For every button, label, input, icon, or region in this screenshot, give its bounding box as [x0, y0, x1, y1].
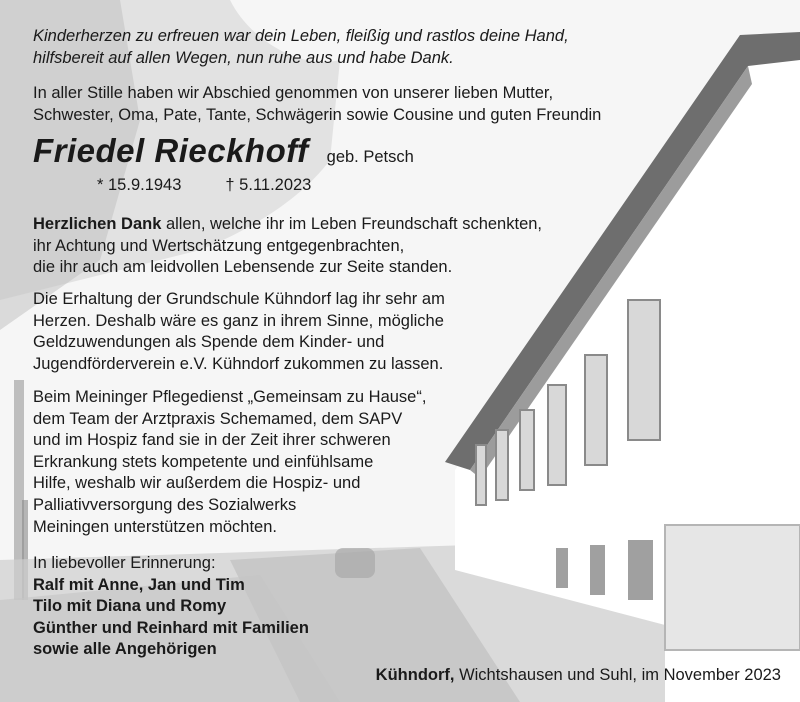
motto-block	[33, 26, 569, 69]
intro-line: Schwester, Oma, Pate, Tante, Schwägerin sowie Cousine und guten Freundin	[33, 105, 602, 124]
thanks-line-rest: allen, welche ihr im Leben Freundschaft schenkten,	[161, 215, 543, 233]
school-line: Die Erhaltung der Grundschule Kühndorf lag ihr sehr am	[33, 290, 445, 308]
care-line: Beim Meininger Pflegedienst „Gemeinsam zu Hause“,	[33, 388, 427, 406]
birth-name: geb. Petsch	[326, 148, 414, 166]
deceased-heading	[33, 132, 414, 170]
school-line: Herzen. Deshalb wäre es ganz in ihrem Sinne, mögliche	[33, 311, 444, 330]
footer-rest: Wichtshausen und Suhl, im November 2023	[454, 666, 781, 684]
care-line: Palliativversorgung des Sozialwerks	[33, 495, 297, 514]
mourner-line: Tilo mit Diana und Romy	[33, 597, 227, 616]
motto-line: hilfsbereit auf allen Wegen, nun ruhe aus und habe Dank.	[33, 48, 454, 67]
intro-line: In aller Stille haben wir Abschied genommen von unserer lieben Mutter,	[33, 84, 554, 102]
thanks-line: die ihr auch am leidvollen Lebensende zur Seite standen.	[33, 258, 453, 277]
intro-block	[33, 83, 601, 126]
birth-date: * 15.9.1943	[97, 176, 182, 194]
school-line: Jugendförderverein e.V. Kühndorf zukommen zu lassen.	[33, 354, 444, 373]
life-dates	[97, 176, 311, 195]
mourners-block	[33, 553, 309, 661]
school-line: Geldzuwendungen als Spende dem Kinder- und	[33, 333, 385, 352]
care-line: Erkrankung stets kompetente und einfühlsame	[33, 452, 374, 471]
mourner-line: Ralf mit Anne, Jan und Tim	[33, 575, 245, 594]
mourner-line: sowie alle Angehörigen	[33, 640, 217, 659]
thanks-block	[33, 214, 542, 279]
deceased-name: Friedel Rieckhoff	[33, 132, 309, 169]
footer-place: Kühndorf,	[375, 666, 455, 684]
care-line: dem Team der Arztpraxis Schemamed, dem SAPV	[33, 409, 403, 428]
care-line: Meiningen unterstützen möchten.	[33, 517, 277, 536]
place-date-footer	[376, 666, 781, 685]
memory-intro: In liebevoller Erinnerung:	[33, 554, 216, 572]
death-date: † 5.11.2023	[225, 176, 312, 194]
school-donation-block	[33, 289, 445, 375]
thanks-line	[33, 214, 542, 236]
thanks-lead: Herzlichen Dank	[33, 215, 162, 233]
thanks-line: ihr Achtung und Wertschätzung entgegenbrachten,	[33, 236, 405, 255]
motto-line: Kinderherzen zu erfreuen war dein Leben, fleißig und rastlos deine Hand,	[33, 27, 569, 45]
care-line: und im Hospiz fand sie in der Zeit ihrer schweren	[33, 431, 391, 450]
mourner-line: Günther und Reinhard mit Familien	[33, 618, 309, 637]
care-line: Hilfe, weshalb wir außerdem die Hospiz- und	[33, 474, 361, 493]
care-thanks-block	[33, 387, 426, 538]
